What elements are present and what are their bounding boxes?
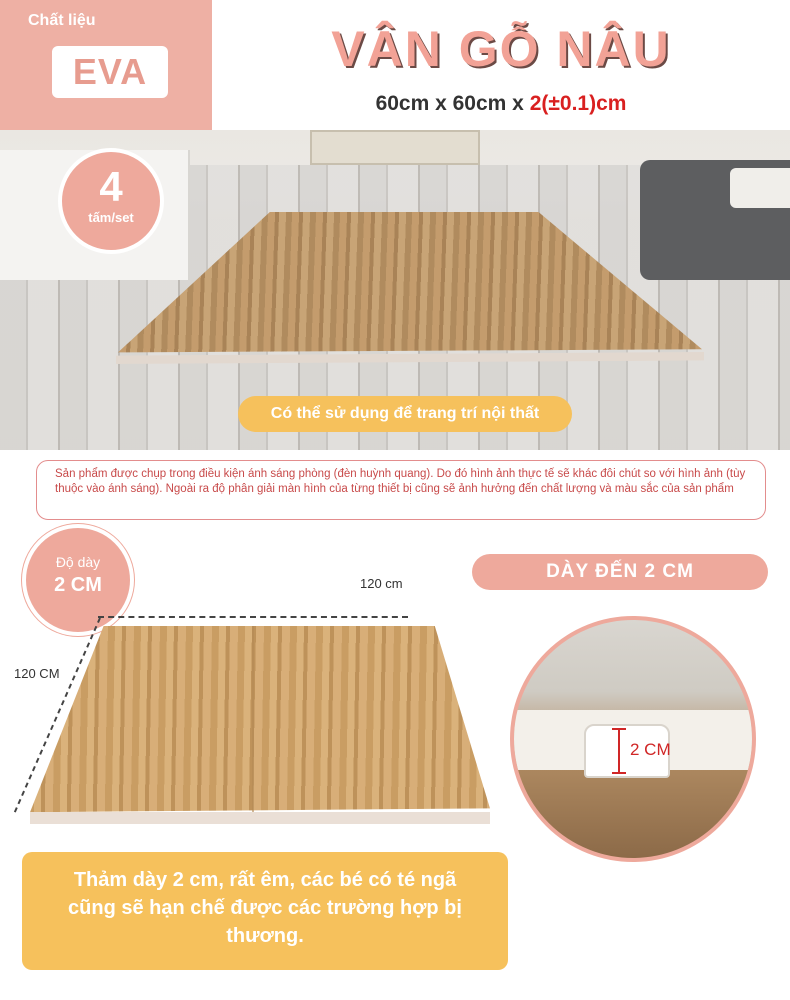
room-door [310, 130, 480, 165]
decor-pill: Có thể sử dụng để trang trí nội thất [238, 396, 572, 432]
thickness-marker-label: 2 CM [630, 740, 671, 759]
dimensions-highlight: 2(±0.1)cm [529, 92, 627, 115]
header [0, 0, 790, 130]
width-dash-line [98, 616, 408, 618]
pieces-count: 4 [99, 163, 123, 210]
sofa-cushion [730, 168, 790, 208]
thickness-pill: DÀY ĐẾN 2 CM [472, 554, 768, 590]
pieces-unit: tấm/set [88, 210, 134, 225]
thickness-marker-top [612, 728, 626, 730]
wood-mat-seam [252, 626, 254, 818]
height-label: 120 CM [14, 666, 60, 681]
thickness-marker [618, 728, 620, 774]
thickness-closeup-photo [510, 616, 756, 862]
wood-mat-closeup [30, 626, 490, 816]
pieces-badge [58, 148, 164, 254]
dimensions-prefix: 60cm x 60cm x [375, 92, 530, 115]
material-label: Chất liệu [28, 12, 96, 29]
thickness-badge-label: Độ dày [55, 554, 101, 570]
room-sofa [640, 160, 790, 280]
material-panel [0, 0, 212, 130]
thickness-badge-value: 2 CM [54, 574, 102, 596]
lighting-notice: Sản phẩm được chụp trong điều kiện ánh sáng phòng (đèn huỳnh quang). Do đó hình ảnh thực tế sẽ khác đôi chút so với hình ảnh (tùy thuộc vào ánh sáng). Ngoài ra độ phân giải màn hình của từng thiết bị cũng sẽ ảnh hưởng đến chất lượng và màu sắc của sản phẩm [36, 460, 766, 520]
product-title: VÂN GỖ NÂU [331, 21, 671, 77]
material-value: EVA [52, 46, 168, 98]
product-dimensions [212, 92, 790, 116]
thickness-marker-bottom [612, 772, 626, 774]
safety-note-card: Thảm dày 2 cm, rất êm, các bé có té ngã cũng sẽ hạn chế được các trường hợp bị thương. [22, 852, 508, 970]
wood-mat-closeup-edge [30, 812, 490, 824]
width-label: 120 cm [360, 576, 403, 591]
